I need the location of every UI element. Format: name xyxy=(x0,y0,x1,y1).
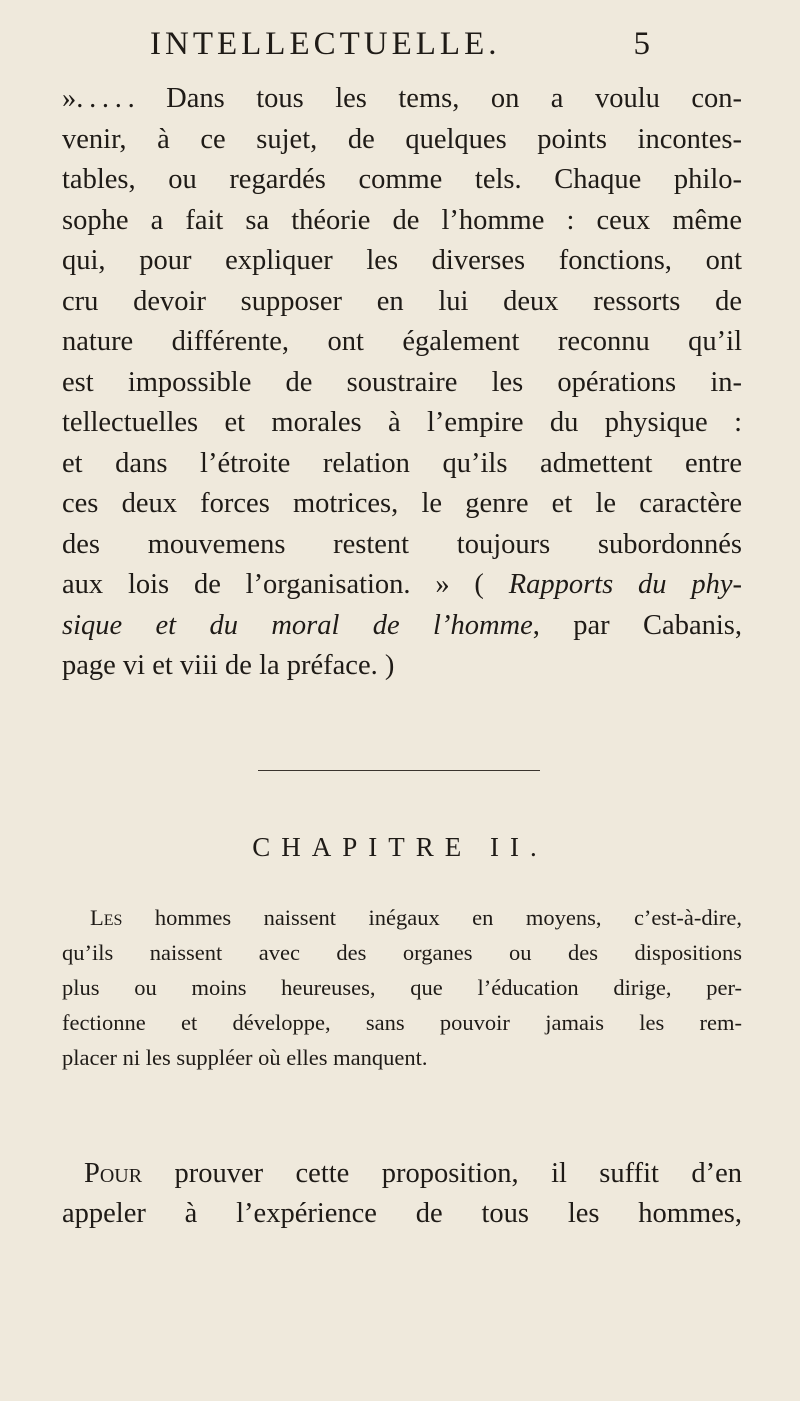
text-line: ces deux forces motrices, le genre et le caractère xyxy=(62,488,742,519)
quote-paragraph xyxy=(62,79,742,687)
text-line: venir, à ce sujet, de quelques points incontes- xyxy=(62,123,742,155)
text-line-rest: prouver cette proposition, il suffit d’en xyxy=(142,1158,742,1189)
text-line: qui, pour expliquer les diverses fonctions, ont xyxy=(62,245,742,276)
summary-line: plus ou moins heureuses, que l’éducation dirige, per- xyxy=(62,975,742,1000)
text-line: cru devoir supposer en lui deux ressorts de xyxy=(62,285,742,317)
citation-author: , par Cabanis, xyxy=(532,609,742,641)
text-line: nature différente, ont également reconnu qu’il xyxy=(62,326,742,357)
citation-title: Rapports du phy- xyxy=(508,569,743,600)
summary-line-rest: hommes naissent inégaux en moyens, c’est-à-dire, xyxy=(122,905,742,930)
text-line xyxy=(62,606,742,647)
running-head-title: INTELLECTUELLE. xyxy=(150,26,501,62)
text-line: tellectuelles et morales à l’empire du physique : xyxy=(62,407,742,438)
text-line: et dans l’étroite relation qu’ils admettent entre xyxy=(62,447,742,479)
paragraph-lead: Pour xyxy=(84,1158,143,1189)
text-line: tables, ou regardés comme tels. Chaque philo- xyxy=(62,164,742,195)
summary-lead: Les xyxy=(90,905,123,930)
text-line: des mouvemens restent toujours subordonnés xyxy=(62,528,742,560)
chapter-heading: CHAPITRE II. xyxy=(252,832,548,862)
section-divider xyxy=(258,770,540,771)
summary-line xyxy=(62,900,742,935)
chapter-summary xyxy=(62,900,742,1075)
running-head xyxy=(150,26,650,72)
paragraph-2 xyxy=(62,1154,742,1234)
text-line: ». . . . . Dans tous les tems, on a voulu con- xyxy=(62,83,742,114)
text-line: page vi et viii de la préface. ) xyxy=(62,650,395,681)
citation-title-cont: sique et du moral de l’homme xyxy=(62,609,533,641)
text-line xyxy=(62,565,742,606)
text-line xyxy=(62,1154,742,1194)
text-line: est impossible de soustraire les opérations in- xyxy=(62,366,742,398)
summary-line: qu’ils naissent avec des organes ou des dispositions xyxy=(62,940,742,965)
text-line: sophe a fait sa théorie de l’homme : ceux même xyxy=(62,204,742,236)
page-number: 5 xyxy=(633,26,650,62)
summary-line: placer ni les suppléer où elles manquent. xyxy=(62,1045,428,1070)
summary-line: fectionne et développe, sans pouvoir jamais les rem- xyxy=(62,1010,742,1035)
text-line: appeler à l’expérience de tous les hommes, xyxy=(62,1198,742,1229)
text-line-part: aux lois de l’organisation. » ( xyxy=(62,569,509,600)
